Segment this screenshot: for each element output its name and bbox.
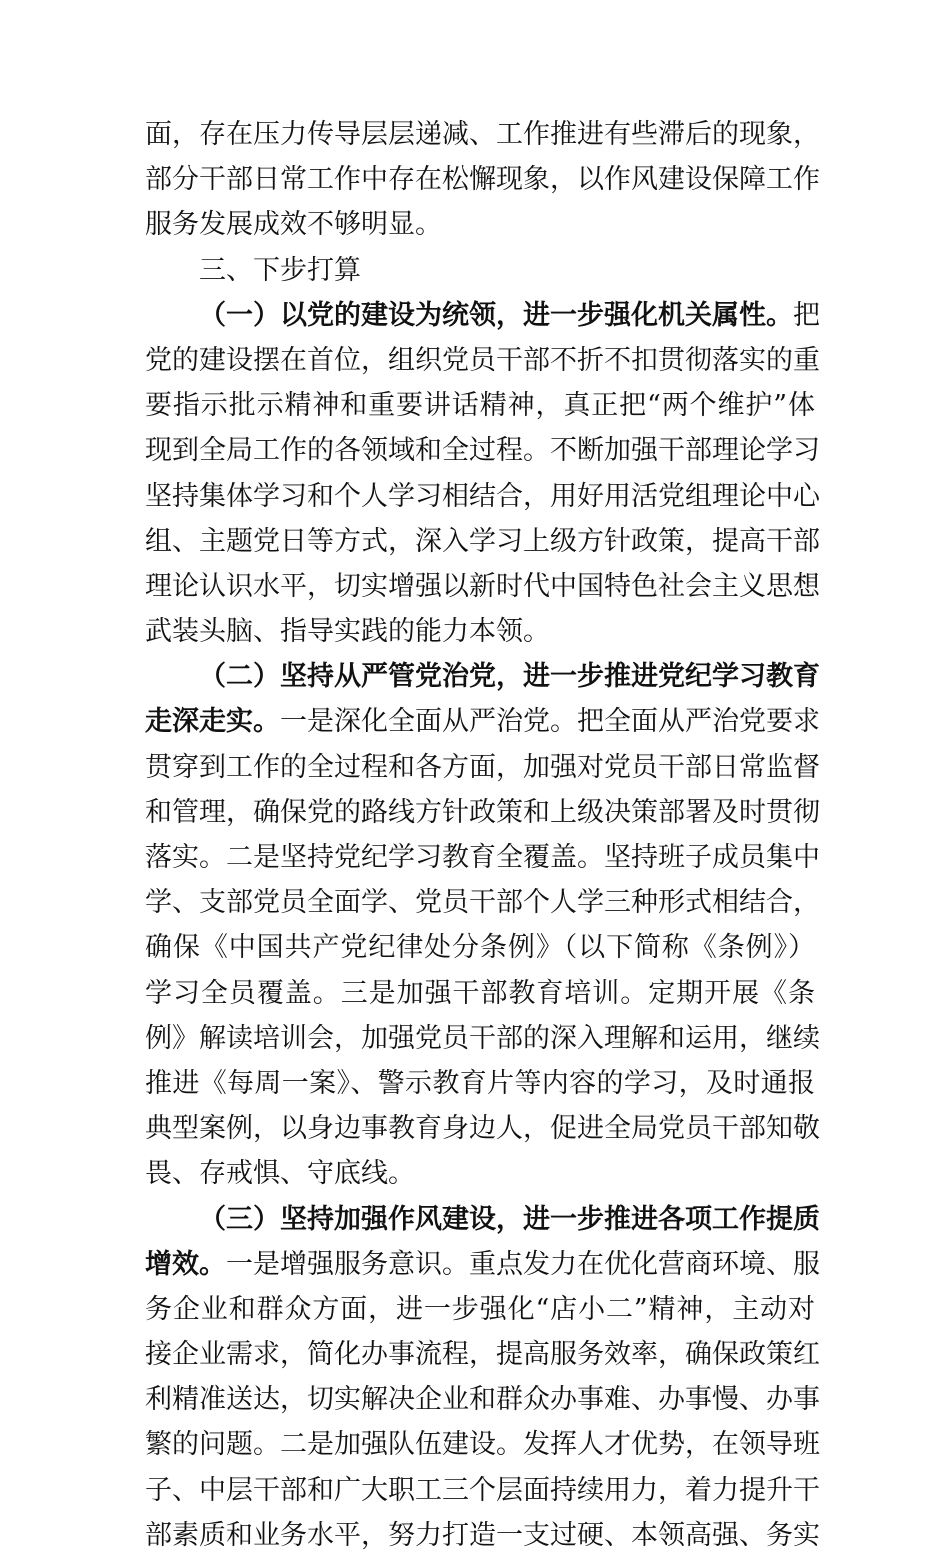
text-line: 学习全员覆盖。三是加强干部教育培训。定期开展《条 — [145, 977, 815, 1009]
text-line: 繁的问题。二是加强队伍建设。发挥人才优势，在领导班 — [145, 1429, 820, 1461]
paragraph-2-second-line — [145, 699, 820, 744]
text-line: 典型案例，以身边事教育身边人，促进全局党员干部知敬 — [145, 1113, 820, 1145]
text-line: 部分干部日常工作中存在松懈现象，以作风建设保障工作 — [145, 164, 820, 196]
paragraph-1-title: （一）以党的建设为统领，进一步强化机关属性。 — [199, 299, 793, 331]
paragraph-2-text: 一是深化全面从严治党。把全面从严治党要求 — [280, 706, 820, 738]
text-line: 落实。二是坚持党纪学习教育全覆盖。坚持班子成员集中 — [145, 842, 820, 873]
text-line: 理论认识水平，切实增强以新时代中国特色社会主义思想 — [145, 570, 820, 602]
text-line: 子、中层干部和广大职工三个层面持续用力，着力提升干 — [145, 1474, 820, 1506]
text-line: 要指示批示精神和重要讲话精神，真正把“两个维护”体 — [145, 390, 815, 422]
paragraph-3-second-line — [145, 1242, 820, 1287]
text-line: 现到全局工作的各领域和全过程。不断加强干部理论学习 — [145, 435, 820, 467]
text-line: 例》解读培训会，加强党员干部的深入理解和运用，继续 — [145, 1022, 820, 1054]
section-heading: 三、下步打算 — [199, 254, 361, 286]
text-line: 面，存在压力传导层层递减、工作推进有些滞后的现象， — [145, 119, 820, 150]
text-line: 利精准送达，切实解决企业和群众办事难、办事慢、办事 — [145, 1384, 820, 1416]
text-line: 组、主题党日等方式，深入学习上级方针政策，提高干部 — [145, 525, 820, 557]
paragraph-2-title: （二）坚持从严管党治党，进一步推进党纪学习教育 — [199, 661, 820, 693]
paragraph-2-title-end: 走深走实。 — [145, 706, 280, 738]
body-text — [145, 112, 820, 1558]
text-line: 学、支部党员全面学、党员干部个人学三种形式相结合， — [145, 887, 820, 919]
paragraph-3-title: （三）坚持加强作风建设，进一步推进各项工作提质 — [199, 1203, 820, 1235]
paragraph-1-first-line — [145, 293, 820, 338]
text-line: 务企业和群众方面，进一步强化“店小二”精神，主动对 — [145, 1293, 815, 1325]
text-line: 确保《中国共产党纪律处分条例》（以下简称《条例》） — [145, 932, 815, 964]
text-line: 服务发展成效不够明显。 — [145, 209, 442, 241]
paragraph-1-text: 把 — [793, 299, 820, 331]
text-line: 推进《每周一案》、警示教育片等内容的学习，及时通报 — [145, 1067, 815, 1099]
paragraph-3-text: 一是增强服务意识。重点发力在优化营商环境、服 — [226, 1248, 820, 1280]
text-line: 武装头脑、指导实践的能力本领。 — [145, 616, 550, 648]
text-line: 接企业需求，简化办事流程，提高服务效率，确保政策红 — [145, 1339, 820, 1371]
text-line: 坚持集体学习和个人学习相结合，用好用活党组理论中心 — [145, 480, 820, 512]
paragraph-3-title-end: 增效。 — [145, 1248, 226, 1280]
text-line: 畏、存戒惧、守底线。 — [145, 1158, 415, 1190]
text-line: 贯穿到工作的全过程和各方面，加强对党员干部日常监督 — [145, 751, 820, 783]
text-line: 和管理，确保党的路线方针政策和上级决策部署及时贯彻 — [145, 796, 820, 828]
text-line: 部素质和业务水平，努力打造一支过硬、本领高强、务实 — [145, 1519, 820, 1551]
text-line: 党的建设摆在首位，组织党员干部不折不扣贯彻落实的重 — [145, 344, 820, 376]
